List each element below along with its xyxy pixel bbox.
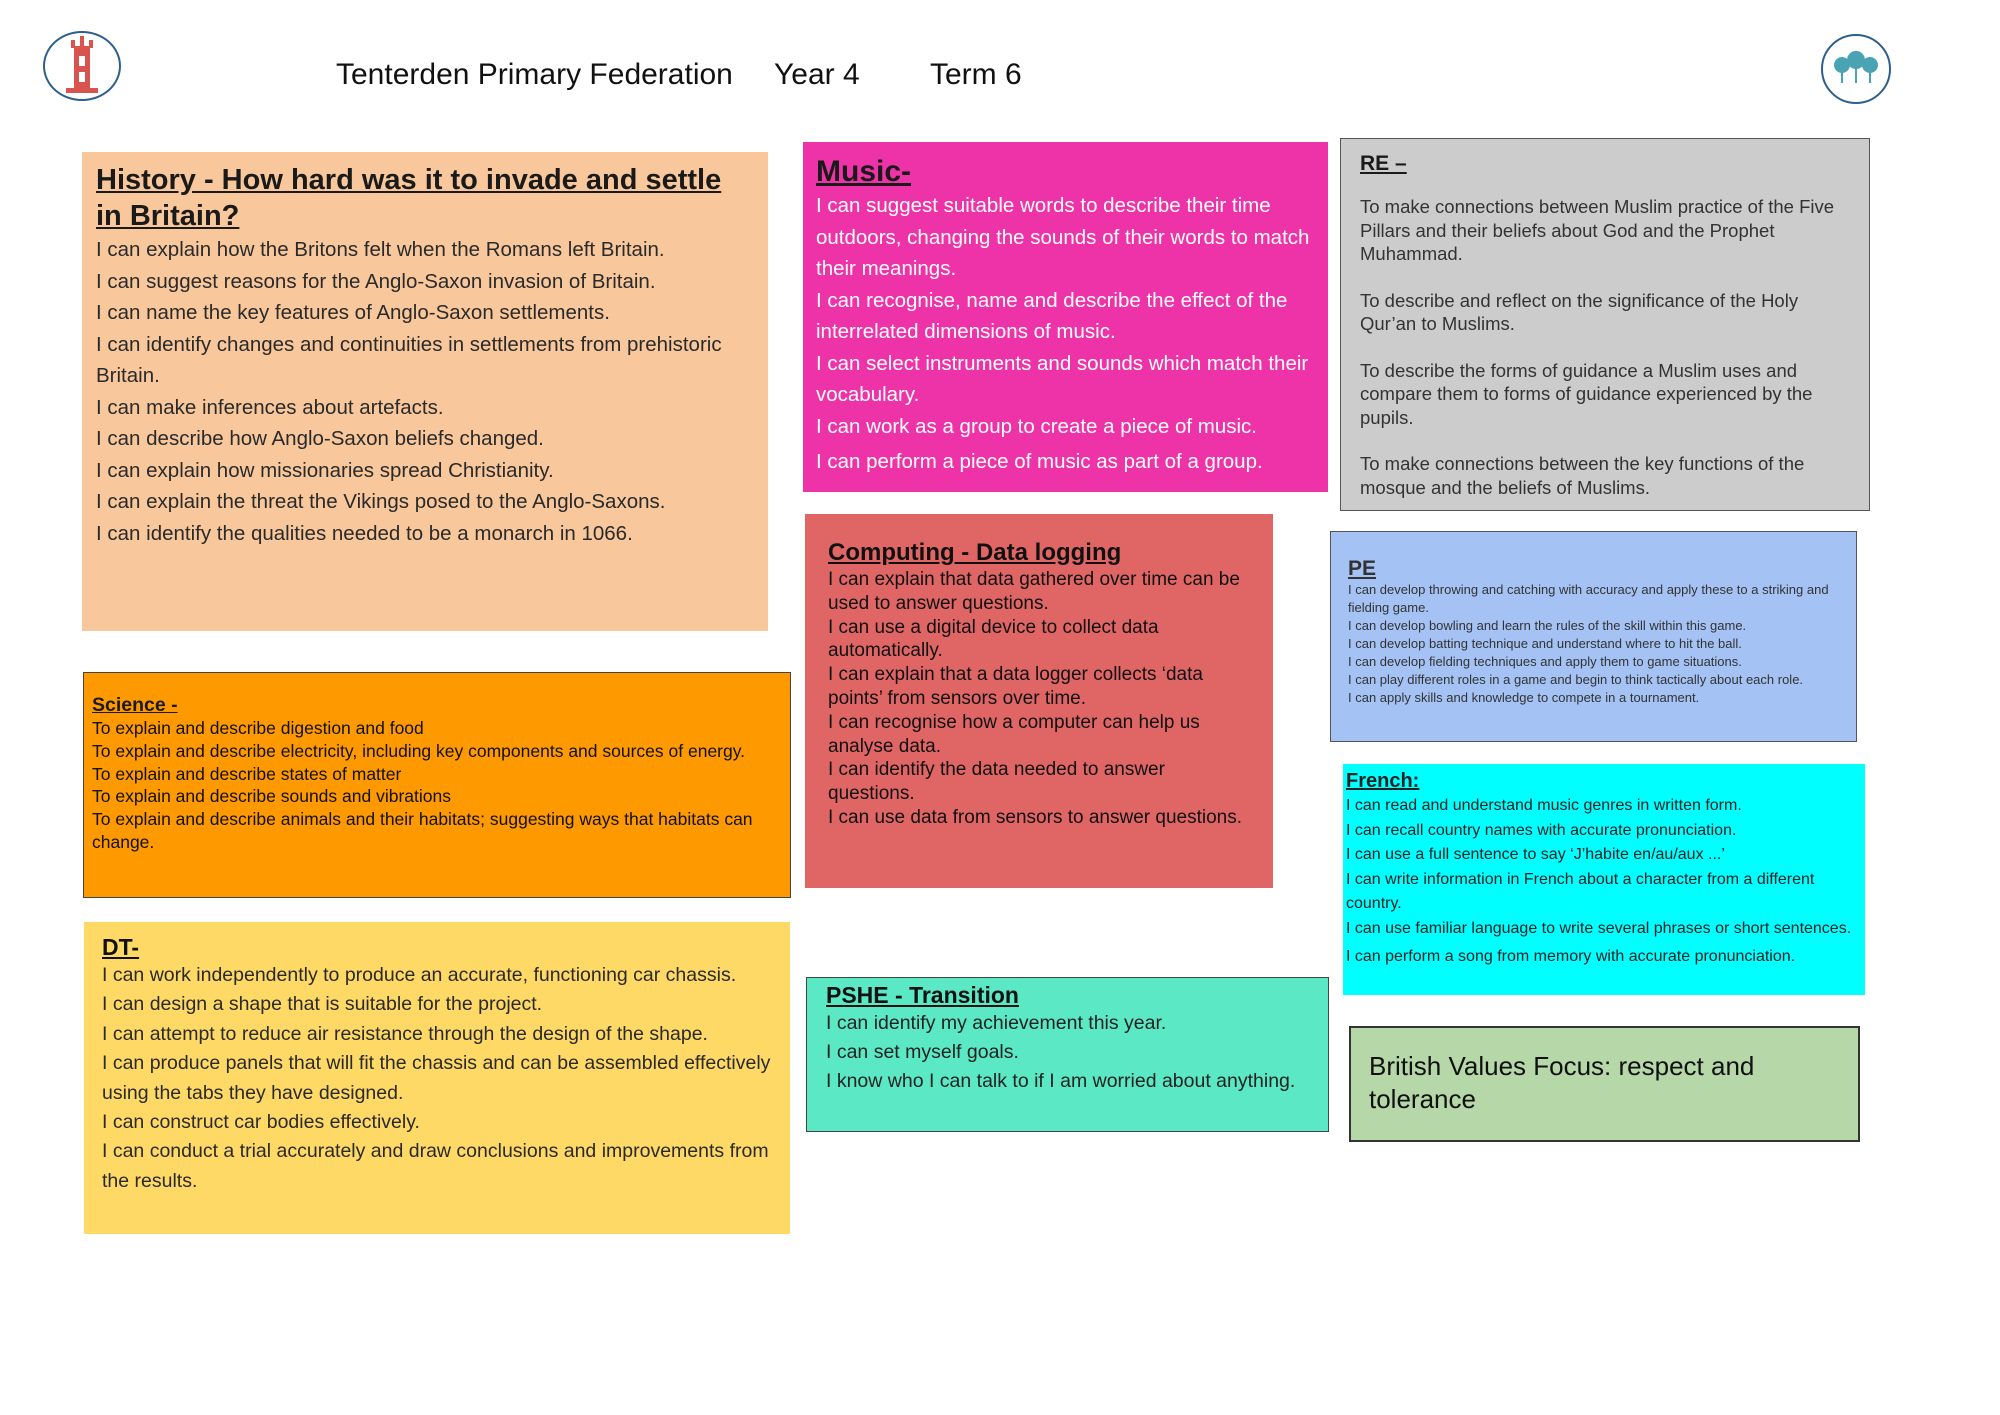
music-panel: [803, 142, 1328, 492]
dt-title: DT-: [102, 934, 140, 960]
history-item: I can make inferences about artefacts.: [96, 395, 444, 419]
science-title: Science -: [92, 694, 178, 716]
dt-item: I can attempt to reduce air resistance through the design of the shape.: [102, 1022, 708, 1045]
computing-item: I can recognise how a computer can help us analyse data.: [828, 711, 1200, 757]
french-item: I can perform a song from memory with accurate pronunciation.: [1346, 948, 1796, 965]
re-item: To make connections between Muslim practice of the Five Pillars and their beliefs about God and the Prophet Muhammad.: [1360, 196, 1835, 264]
computing-item: I can explain that data gathered over time can be used to answer questions.: [828, 569, 1240, 614]
tower-crest-graphic: [60, 36, 104, 96]
history-item: I can identify changes and continuities in settlements from prehistoric Britain.: [96, 332, 722, 387]
dt-item: I can conduct a trial accurately and draw conclusions and improvements from the results.: [102, 1140, 769, 1192]
dt-item: I can produce panels that will fit the chassis and can be assembled effectively using the tabs they have designed.: [102, 1052, 771, 1104]
re-item: To describe the forms of guidance a Muslim uses and compare them to forms of guidance experienced by the pupils.: [1360, 359, 1813, 428]
computing-item: I can use data from sensors to answer questions.: [828, 806, 1242, 828]
pe-item: I can develop bowling and learn the rules of the skill within this game.: [1348, 618, 1747, 633]
history-item: I can explain how missionaries spread Christianity.: [96, 458, 554, 482]
computing-item: I can explain that a data logger collects ‘data points’ from sensors over time.: [828, 664, 1203, 709]
science-item: To explain and describe electricity, including key components and sources of energy.: [92, 740, 746, 761]
history-item: I can identify the qualities needed to be a monarch in 1066.: [96, 521, 633, 545]
pe-title: PE: [1348, 557, 1377, 580]
pe-item: I can play different roles in a game and begin to think tactically about each role.: [1348, 672, 1804, 687]
computing-title: Computing - Data logging: [828, 539, 1122, 566]
pshe-item: I know who I can talk to if I am worried about anything.: [826, 1070, 1296, 1092]
dt-item: I can work independently to produce an accurate, functioning car chassis.: [102, 964, 737, 986]
french-title: French:: [1346, 770, 1420, 792]
french-item: I can read and understand music genres in written form.: [1346, 797, 1742, 814]
term-label: Term 6: [930, 58, 1022, 91]
pe-item: I can develop throwing and catching with accuracy and apply these to a striking and fielding game.: [1348, 582, 1829, 615]
school-name: Tenterden Primary Federation: [336, 58, 733, 91]
science-item: To explain and describe states of matter: [92, 763, 402, 784]
history-item: I can describe how Anglo-Saxon beliefs changed.: [96, 427, 544, 450]
history-item: I can name the key features of Anglo-Saxon settlements.: [96, 301, 610, 324]
french-panel: [1343, 764, 1865, 995]
history-panel: [82, 152, 768, 631]
music-item: I can suggest suitable words to describe their time outdoors, changing the sounds of their words to match their meanings.: [816, 194, 1310, 280]
science-item: To explain and describe digestion and food: [92, 718, 424, 738]
pshe-item: I can identify my achievement this year.: [826, 1012, 1167, 1034]
re-item: To describe and reflect on the significance of the Holy Qur’an to Muslims.: [1360, 289, 1799, 334]
history-item: I can explain how the Britons felt when the Romans left Britain.: [96, 238, 665, 261]
french-item: I can use familiar language to write several phrases or short sentences.: [1346, 919, 1852, 937]
music-item: I can recognise, name and describe the effect of the interrelated dimensions of music.: [816, 288, 1288, 343]
history-item: I can explain the threat the Vikings posed to the Anglo-Saxons.: [96, 490, 666, 513]
pshe-item: I can set myself goals.: [826, 1041, 1019, 1063]
science-panel: [83, 672, 791, 898]
music-item: I can select instruments and sounds which match their vocabulary.: [816, 351, 1309, 406]
music-title: Music-: [816, 155, 912, 188]
pe-panel: [1330, 531, 1857, 742]
history-item: I can suggest reasons for the Anglo-Saxon invasion of Britain.: [96, 269, 656, 293]
dt-item: I can construct car bodies effectively.: [102, 1111, 420, 1134]
science-item: To explain and describe sounds and vibrations: [92, 786, 451, 807]
music-item: I can perform a piece of music as part of a group.: [816, 450, 1263, 473]
dt-item: I can design a shape that is suitable for the project.: [102, 993, 543, 1016]
computing-item: I can identify the data needed to answer questions.: [828, 759, 1165, 805]
british-values-text: British Values Focus: respect and tolerance: [1369, 1051, 1755, 1114]
pe-item: I can develop fielding techniques and apply them to game situations.: [1348, 654, 1742, 669]
pshe-panel: [806, 977, 1329, 1132]
music-item: I can work as a group to create a piece of music.: [816, 414, 1257, 438]
french-item: I can write information in French about a character from a different country.: [1346, 870, 1815, 912]
trees-icon: [1821, 34, 1891, 104]
computing-item: I can use a digital device to collect data automatically.: [828, 616, 1159, 662]
computing-panel: [805, 514, 1273, 888]
british-values-panel: [1349, 1026, 1860, 1142]
trees-graphic: [1828, 49, 1884, 89]
french-item: I can recall country names with accurate pronunciation.: [1346, 821, 1737, 839]
pe-item: I can develop batting technique and understand where to hit the ball.: [1348, 636, 1742, 651]
tower-crest-icon: [43, 31, 121, 101]
re-title: RE –: [1360, 152, 1407, 175]
year-label: Year 4: [774, 58, 860, 91]
science-item: To explain and describe animals and their habitats; suggesting ways that habitats can change.: [92, 809, 753, 852]
pe-item: I can apply skills and knowledge to compete in a tournament.: [1348, 690, 1700, 705]
french-item: I can use a full sentence to say ‘J’habite en/au/aux ...’: [1346, 846, 1725, 863]
dt-panel: [84, 922, 790, 1234]
pshe-title: PSHE - Transition: [826, 982, 1019, 1008]
re-item: To make connections between the key functions of the mosque and the beliefs of Muslims.: [1360, 453, 1805, 498]
re-panel: [1340, 138, 1870, 511]
history-title: History - How hard was it to invade and settle in Britain?: [96, 164, 722, 232]
